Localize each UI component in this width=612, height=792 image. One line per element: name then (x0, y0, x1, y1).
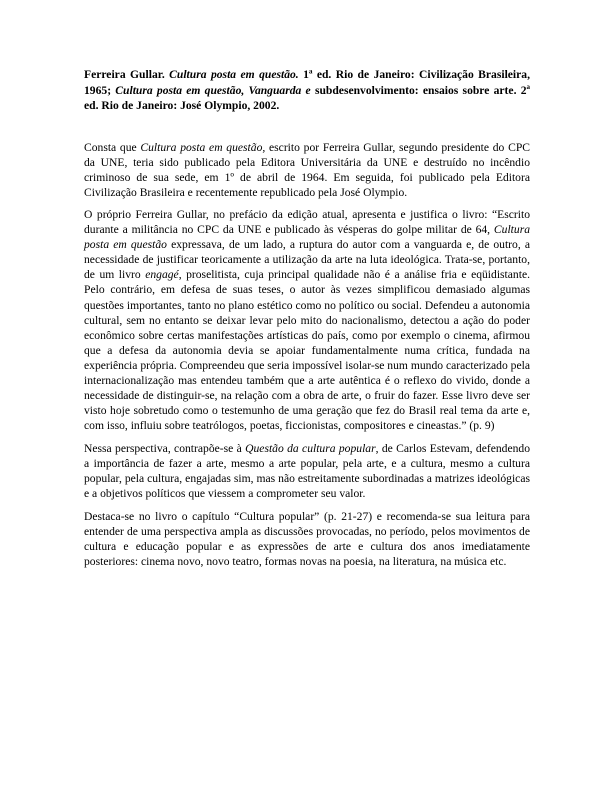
paragraph-text: Nessa perspectiva, contrapõe-se à (84, 442, 242, 455)
heading-edition-superscript: a (526, 82, 530, 91)
paragraph-perspective (84, 441, 530, 501)
book-title: Questão da cultura popular (245, 442, 376, 455)
heading-author: Ferreira Gullar. (84, 68, 165, 81)
paragraph-author-preface (84, 207, 530, 433)
bibliographic-heading (84, 67, 530, 114)
italic-term: engagé (145, 268, 179, 282)
paragraph-publication-history (84, 140, 530, 200)
book-title: Cultura posta em questão, (140, 141, 266, 154)
paragraph-text: expressava, de um lado, a ruptura do autor com a vanguarda e, de outro, a necessidade de justificar teoricamente a utilização da arte na luta ideológica. Trata-se, portanto, de um livro (84, 238, 531, 282)
paragraph-recommendation (84, 509, 530, 569)
paragraph-text: escrito por Ferreira Gullar, segundo presidente do CPC da UNE, teria sido publicado pela Editora Universitária da UNE e destruído no incêndio criminoso de sua sede, em 1º de abril de 1964. Em seguida, foi publicado pela Editora Civilização Brasileira e recentemente republicado pela José Olympio. (84, 141, 530, 200)
heading-edition-1: 1ª ed. Rio de Janeiro: Civilização Brasileira, 1965; (84, 68, 530, 97)
paragraph-text: , proselitista, cuja principal qualidade não é a análise fria e eqüidistante. Pelo contrário, em defesa de suas teses, o autor às vezes simplificou demasiado algumas questões importantes, tanto no plano estético como no político ou social. Defendeu a autonomia cultural, sem no entanto se deixar levar pelo mito do nacionalismo, detectou a ação do poder econômico sobre certas manifestações artísticas do país, como por exemplo o cinema, afirmou que a defesa da autonomia devia se apoiar fundamentalmente numa crítica, fundada na experiência própria. Compreendeu que seria impossível isolar-se num mundo caracterizado pela internacionalização mas entendeu também que a arte autêntica é o reflexo do vivido, donde a necessidade de distinguir-se, na relação com a obra de arte, o fruir do fazer. Esse livro deve ser visto hoje sobretudo como o testemunho de uma geração que fez do Brasil real tema da arte e, com isso, influiu sobre teatrólogos, poetas, ficcionistas, compositores e cineastas.” (p. 9) (84, 268, 530, 433)
book-title: Cultura posta em questão (84, 223, 530, 252)
paragraph-text: O próprio Ferreira Gullar, no prefácio da edição atual, apresenta e justifica o livro: “Escrito durante a militância no CPC da UNE e publicado às vésperas do golpe militar de 64, (84, 208, 530, 237)
heading-edition-2: ed. Rio de Janeiro: José Olympio, 2002. (84, 99, 280, 112)
heading-subtitle: subdesenvolvimento: ensaios sobre arte. 2 (314, 83, 527, 97)
paragraph-text: Consta que (84, 141, 137, 154)
heading-title-2: Cultura posta em questão, Vanguarda e (115, 83, 311, 97)
paragraph-text: Destaca-se no livro o capítulo “Cultura popular” (p. 21-27) e recomenda-se sua leitura para entender de uma perspectiva ampla as discussões provocadas, no período, pelos movimentos de cultura e educação popular e as expressões de arte e cultura dos anos imediatamente posteriores: cinema novo, novo teatro, formas novas na poesia, na literatura, na música etc. (84, 510, 530, 569)
heading-title-1: Cultura posta em questão. (169, 68, 299, 81)
paragraph-text: , de Carlos Estevam, defendendo a importância de fazer a arte, mesmo a arte popular, pela arte, e a cultura, mesmo a cultura popular, pela cultura, engajadas sim, mas não estreitamente subordinadas a matrizes ideológicas e a objetivos políticos que viessem a comprometer seu valor. (84, 442, 530, 501)
